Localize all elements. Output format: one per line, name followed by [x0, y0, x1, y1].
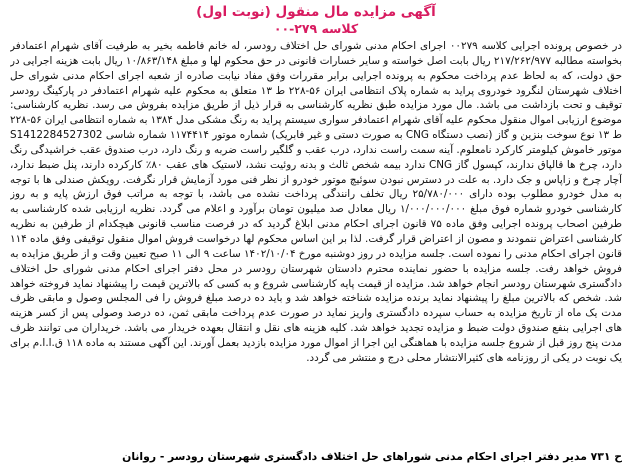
notice-body: در خصوص پرونده اجرایی کلاسه ۰۰۲۷۹ اجرای احکام مدنی شورای حل اختلاف رودسر، له خانم فاطمه بخیر به طرفیت آقای شهرام اعتمادفر بخواسته مطالبه ۲۱۷/۲۶۲/۹۷۷ ریال بابت اصل خواسته و سایر خسارات قانونی در حق محکوم لها و مبلغ ۱۰/۸۶۳/۱۴۸ ریال بابت هزینه اجرایی در حق دولت، که به لحاظ عدم پرداخت محکوم به پرونده اجرایی برابر مقررات وفق مفاد نیابت صادره از شعبه اجرای احکام مدنی شورای حل اختلاف شهرستان لنگرود خودروی پراید به شماره پلاک انتظامی ایران ۵۶-۲۲۸ ط ۱۳ متعلق به محکوم علیه شهرام اعتمادفر در پارکینگ رودسر توقیف و تحت بازداشت می باشد. مال مورد مزایده طبق نظریه کارشناسی به قرار ذیل از طریق مزایده بفروش می رسد. نظریه کارشناسی: موضوع ارزیابی اموال منقول محکوم علیه آقای شهرام اعتمادفر سواری سیستم پراید به رنگ مشکی مدل ۱۳۸۴ به شماره انتظامی ایران ۵۶-۲۲۸ ط ۱۳ نوع سوخت بنزین و گاز (نصب دستگاه CNG به صورت دستی و غیر فابریک) شماره موتور ۱۱۷۴۴۱۴ شماره شاسی S1412284527302 موتور خاموش کیلومتر کارکرد نامعلوم. آینه سمت راست ندارد، درب عقب و گلگیر راست ضربه و رنگ دارد، درب صندوق عقب خراشیدگی رنگ دارد، چرخ ها قالپاق ندارند، کپسول گاز CNG ندارد بیمه شخص ثالث و بدنه روئیت نشد، لاستیک های عقب ۸۰٪ کارکرده دارند، پنل ضبط ندارد، آچار چرخ و زاپاس و جک دارد. به علت در دسترس نبودن سوئیچ موتور خودرو از نظر فنی مورد آزمایش قرار نگرفت. رویکش صندلی ها با توجه به مدل خودرو مطلوب بوده دارای ۲۵/۷۸۰/۰۰۰ ریال تخلف رانندگی پرداخت نشده می باشد، با توجه به مراتب فوق ارزش پایه و به روز کارشناسی خودرو شماره فوق مبلغ ۱/۰۰۰/۰۰۰/۰۰۰ ریال معادل صد میلیون تومان برآورد و اعلام می گردد. نظریه ارزیابی شده کارشناسی به طرفین اصحاب پرونده اجرایی وفق ماده ۷۵ قانون اجرای احکام مدنی ابلاغ گردید که در فرصت مناسب قانونی هیچکدام از طرفین به نظریه کارشناسی اعتراض ننمودند و مصون از اعتراض قرار گرفت. لذا بر این اساس محکوم لها درخواست فروش اموال منقول توقیفی وفق ماده ۱۱۴ قانون اجرای احکام مدنی را نموده است. جلسه مزایده در روز دوشنبه مورخ ۱۴۰۲/۱۰/۰۴ ساعت ۹ الی ۱۱ صبح تعیین وقت و از طریق مزایده به فروش خواهد رفت. جلسه مزایده با حضور نماینده محترم دادستان شهرستان رودسر در محل دفتر اجرای احکام مدنی شورای حل اختلاف دادگستری شهرستان رودسر انجام خواهد شد. مزایده از قیمت پایه کارشناسی شروع و به کسی که بالاترین قیمت را پیشنهاد نماید فروخته خواهد شد. شخص که بالاترین مبلغ را پیشنهاد نماید برنده مزایده شناخته خواهد شد و باید ده درصد مبلغ فروش را فی المجلس وصول و مابقی ظرف مدت یک ماه از تاریخ مزایده به حساب سپرده دادگستری واریز نماید در صورت عدم پرداخت مابقی ثمن، ده درصد وصولی پس از کسر هزینه های اجرایی بنفع صندوق دولت ضبط و مزایده تجدید خواهد شد. کلیه هزینه های نقل و انتقال بعهده خریدار می باشد. خریداران می توانند ظرف مدت پنج روز قبل از شروع جلسه مزایده با هماهنگی این اجرا از اموال مورد مزایده بازدید بعمل آورند. این آگهی مستند به ماده ۱۱۸ ق.ا.ا.م برای یک نوبت در یکی از روزنامه های کثیرالانتشار محلی درج و منتشر می گردد.	[10, 40, 622, 364]
notice-signature: ح ۷۳۱ مدیر دفتر اجرای احکام مدنی شوراهای حل اختلاف دادگستری شهرستان رودسر - روانان	[122, 450, 622, 463]
notice-title: آگهی مزایده مال منقول (نوبت اول)	[196, 4, 436, 20]
case-number: کلاسه ۲۷۹-۰۰	[273, 21, 359, 36]
